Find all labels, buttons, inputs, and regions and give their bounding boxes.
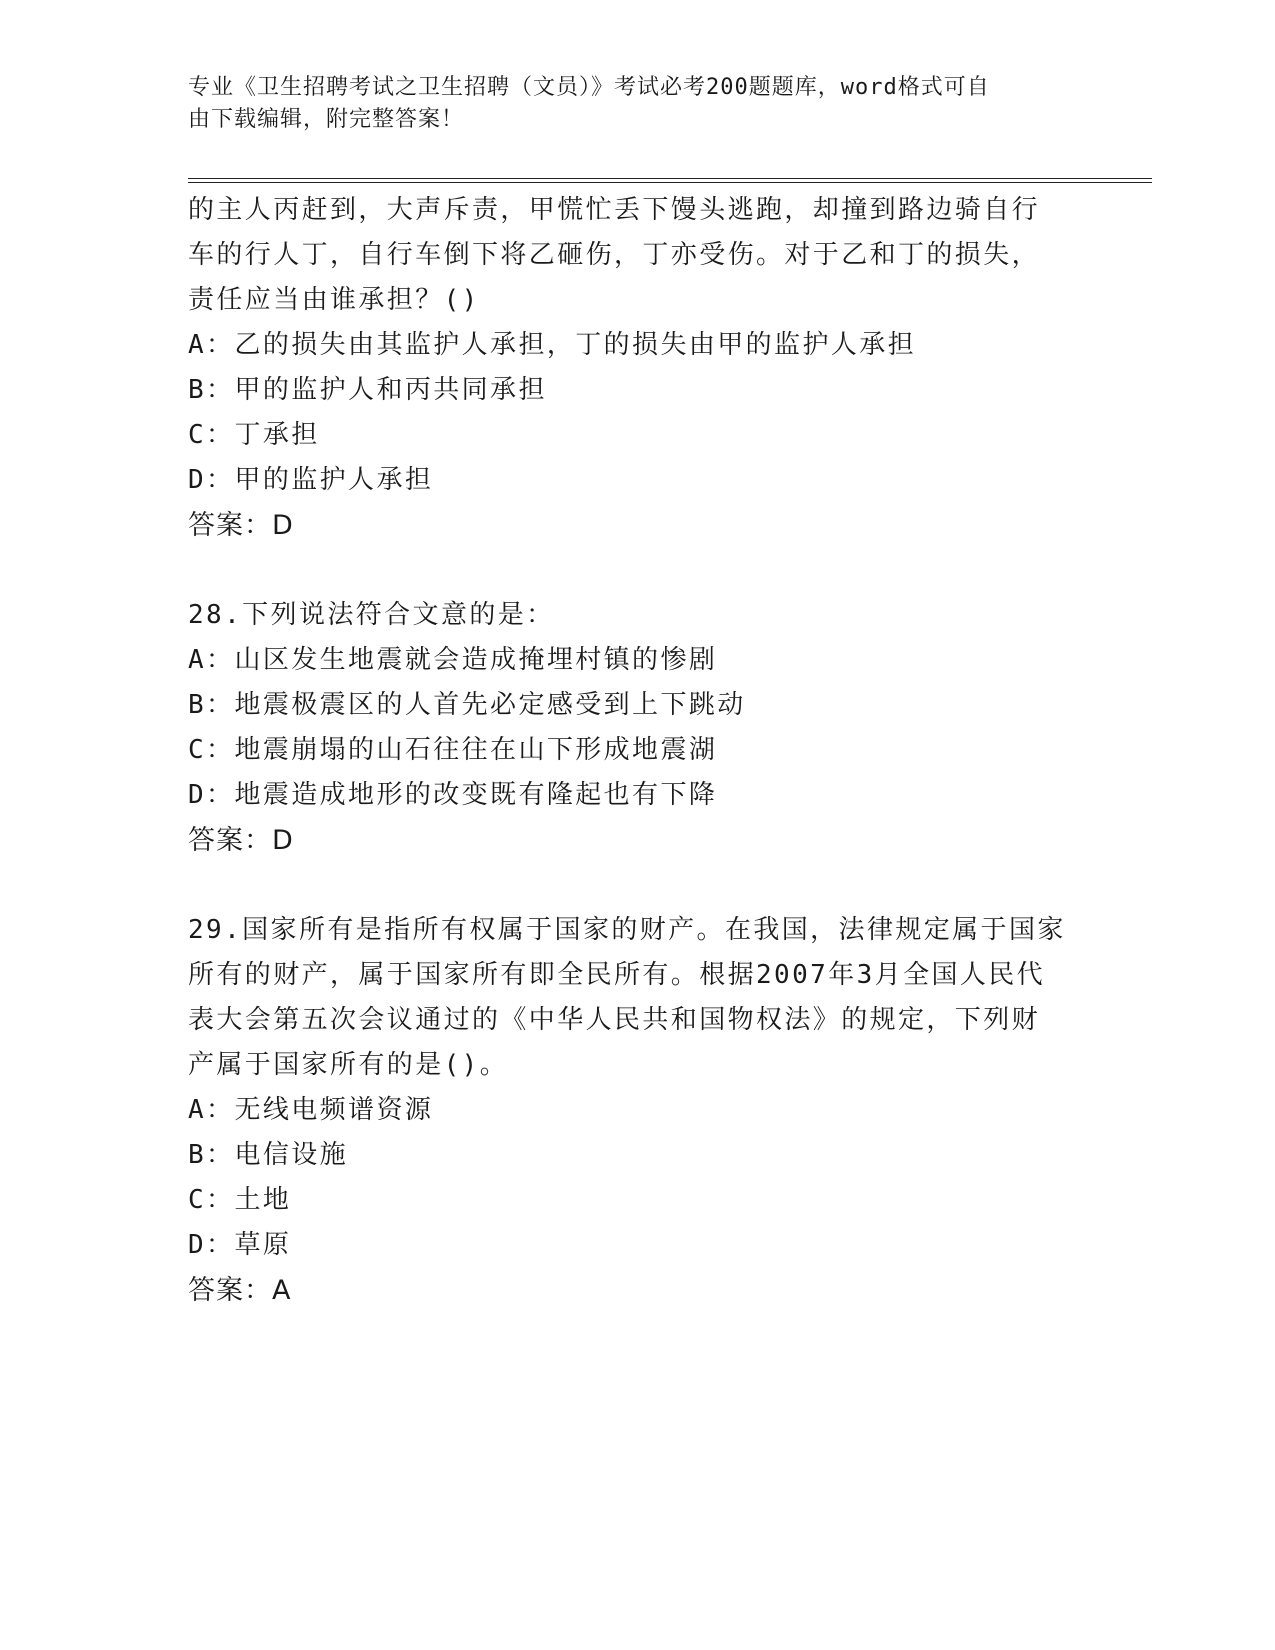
option-c: C：土地 — [188, 1185, 292, 1215]
option-c: C：丁承担 — [188, 420, 320, 450]
option-b: B：甲的监护人和丙共同承担 — [188, 375, 547, 405]
option-d: D：草原 — [188, 1230, 292, 1260]
option-b: B：地震极震区的人首先必定感受到上下跳动 — [188, 690, 746, 720]
question-stem-line: 所有的财产，属于国家所有即全民所有。根据2007年3月全国人民代 — [188, 960, 1046, 990]
header-divider-top — [188, 178, 1152, 179]
option-d: D：地震造成地形的改变既有隆起也有下降 — [188, 780, 718, 810]
answer: 答案：D — [188, 825, 294, 856]
option-c: C：地震崩塌的山石往往在山下形成地震湖 — [188, 735, 718, 765]
spacer — [188, 548, 1088, 593]
document-body — [188, 188, 1088, 1313]
question-stem-line: 责任应当由谁承担？() — [188, 285, 480, 315]
option-a: A：山区发生地震就会造成掩埋村镇的惨剧 — [188, 645, 718, 675]
question-29 — [188, 908, 1088, 1313]
question-stem-line: 表大会第五次会议通过的《中华人民共和国物权法》的规定，下列财 — [188, 1005, 1041, 1035]
question-28 — [188, 593, 1088, 863]
option-a: A：乙的损失由其监护人承担，丁的损失由甲的监护人承担 — [188, 330, 917, 360]
question-stem-line: 产属于国家所有的是()。 — [188, 1050, 509, 1080]
question-stem-line: 的主人丙赶到，大声斥责，甲慌忙丢下馒头逃跑，却撞到路边骑自行 — [188, 195, 1041, 225]
option-b: B：电信设施 — [188, 1140, 349, 1170]
option-d: D：甲的监护人承担 — [188, 465, 434, 495]
answer: 答案：D — [188, 510, 294, 541]
header-title-line-2: 由下载编辑，附完整答案！ — [188, 107, 465, 132]
header-divider-bottom — [188, 182, 1152, 183]
question-stem-line: 28.下列说法符合文意的是： — [188, 600, 555, 630]
question-27 — [188, 188, 1088, 548]
header-title-line-1: 专业《卫生招聘考试之卫生招聘（文员）》考试必考200题题库，word格式可自 — [188, 75, 990, 100]
option-a: A：无线电频谱资源 — [188, 1095, 434, 1125]
answer: 答案：A — [188, 1275, 292, 1306]
document-header — [188, 72, 1068, 136]
spacer — [188, 863, 1088, 908]
question-stem-line: 车的行人丁，自行车倒下将乙砸伤，丁亦受伤。对于乙和丁的损失， — [188, 240, 1041, 270]
question-stem-line: 29.国家所有是指所有权属于国家的财产。在我国，法律规定属于国家 — [188, 915, 1066, 945]
